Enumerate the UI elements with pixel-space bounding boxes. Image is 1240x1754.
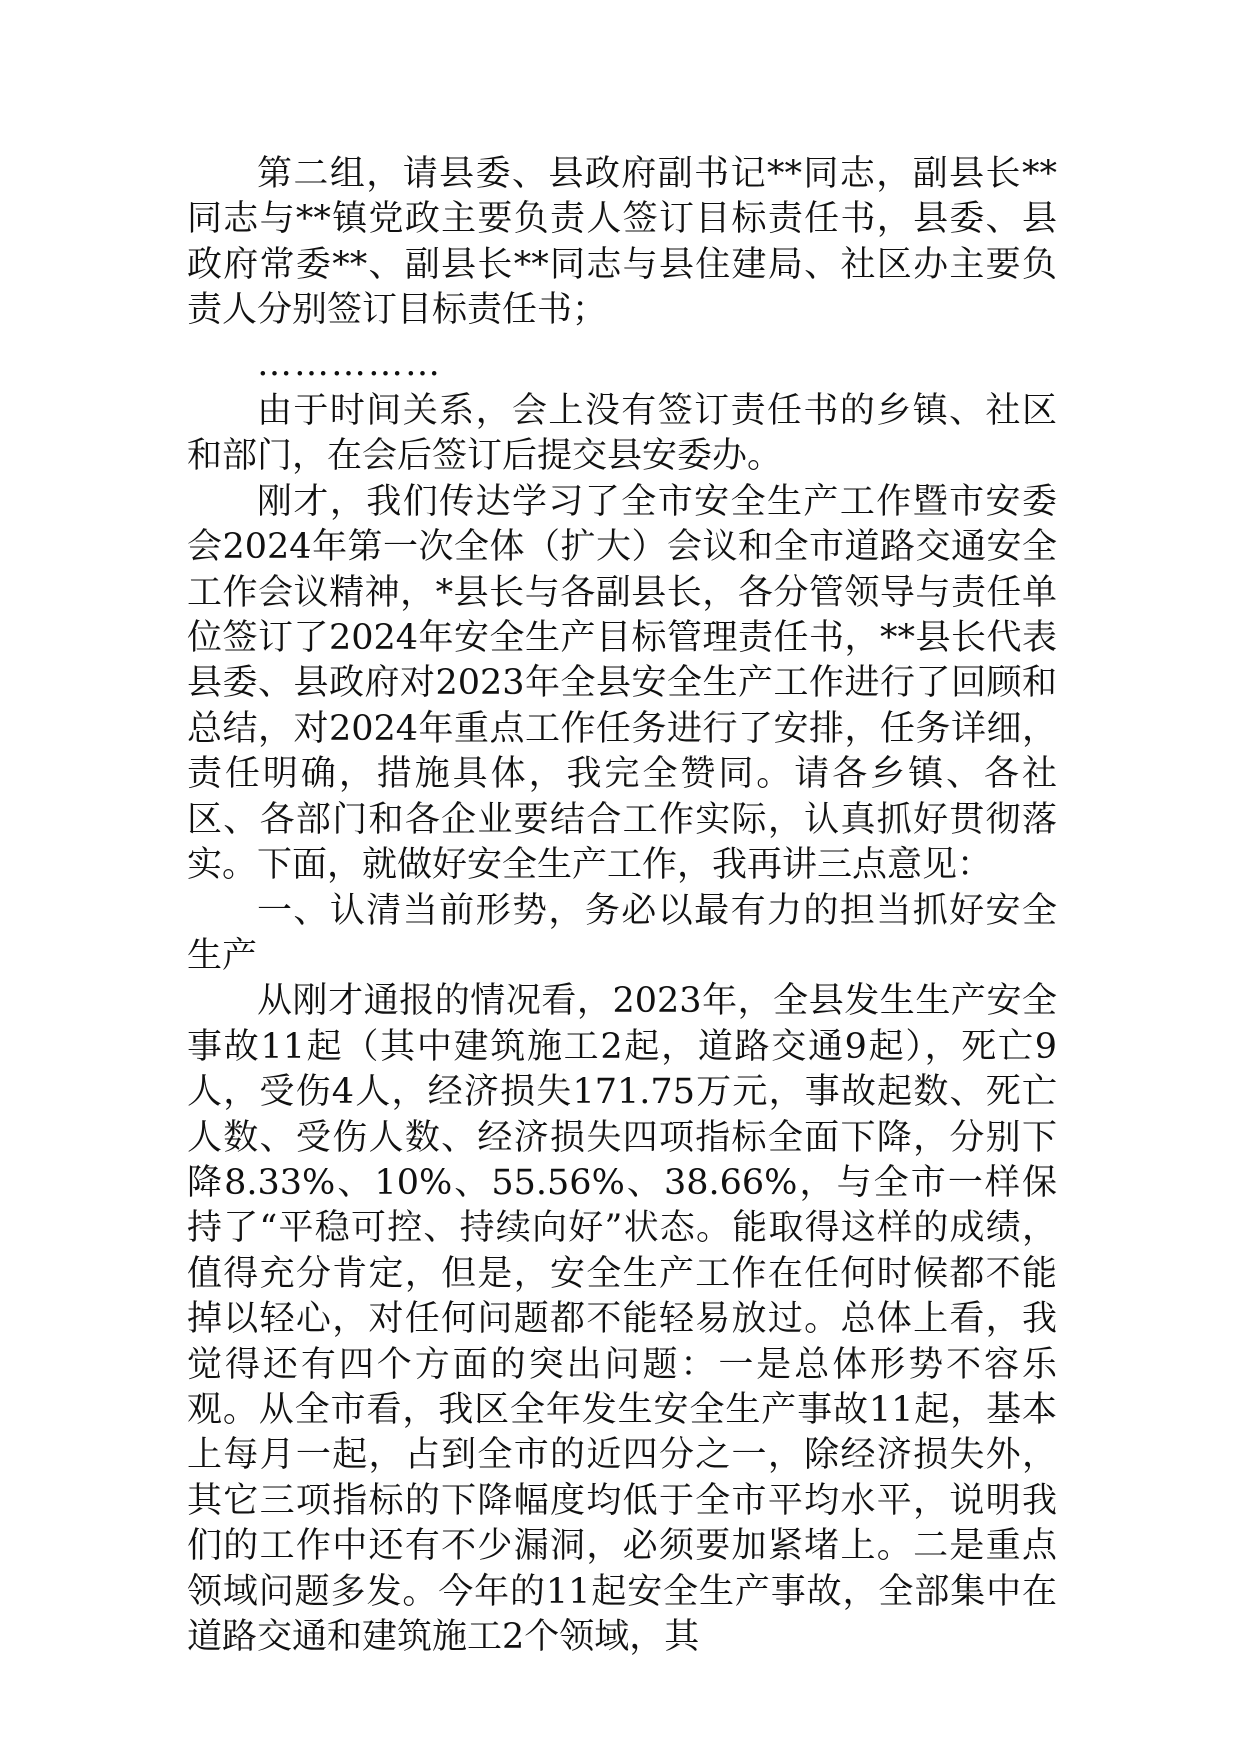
paragraph-ellipsis: ……………	[257, 343, 442, 384]
document-body	[187, 152, 1057, 1660]
paragraph-meeting-summary: 刚才，我们传达学习了全市安全生产工作暨市安委会2024年第一次全体（扩大）会议和全市道路交通安全工作会议精神，*县长与各副县长，各分管领导与责任单位签订了2024年安全生产目标管理责任书，**县长代表县委、县政府对2023年全县安全生产工作进行了回顾和总结，对2024年重点工作任务进行了安排，任务详细，责任明确，措施具体，我完全赞同。请各乡镇、各社区、各部门和各企业要结合工作实际，认真抓好贯彻落实。下面，就做好安全生产工作，我再讲三点意见：	[187, 481, 1057, 886]
paragraph-situation-analysis: 从刚才通报的情况看，2023年，全县发生生产安全事故11起（其中建筑施工2起，道路交通9起），死亡9人，受伤4人，经济损失171.75万元，事故起数、死亡人数、受伤人数、经济损失四项指标全面下降，分别下降8.33%、10%、55.56%、38.66%，与全市一样保持了“平稳可控、持续向好”状态。能取得这样的成绩，值得充分肯定，但是，安全生产工作在任何时候都不能掉以轻心，对任何问题都不能轻易放过。总体上看，我觉得还有四个方面的突出问题：一是总体形势不容乐观。从全市看，我区全年发生安全生产事故11起，基本上每月一起，占到全市的近四分之一，除经济损失外，其它三项指标的下降幅度均低于全市平均水平，说明我们的工作中还有不少漏洞，必须要加紧堵上。二是重点领域问题多发。今年的11起安全生产事故，全部集中在道路交通和建筑施工2个领域，其	[187, 981, 1057, 1657]
section-heading-one: 一、认清当前形势，务必以最有力的担当抓好安全生产	[187, 890, 1057, 976]
paragraph-group-two-signing: 第二组，请县委、县政府副书记**同志，副县长**同志与**镇党政主要负责人签订目标责任书，县委、县政府常委**、副县长**同志与县住建局、社区办主要负责人分别签订目标责任书；	[187, 154, 1057, 331]
paragraph-time-constraint: 由于时间关系，会上没有签订责任书的乡镇、社区和部门，在会后签订后提交县安委办。	[187, 391, 1057, 477]
